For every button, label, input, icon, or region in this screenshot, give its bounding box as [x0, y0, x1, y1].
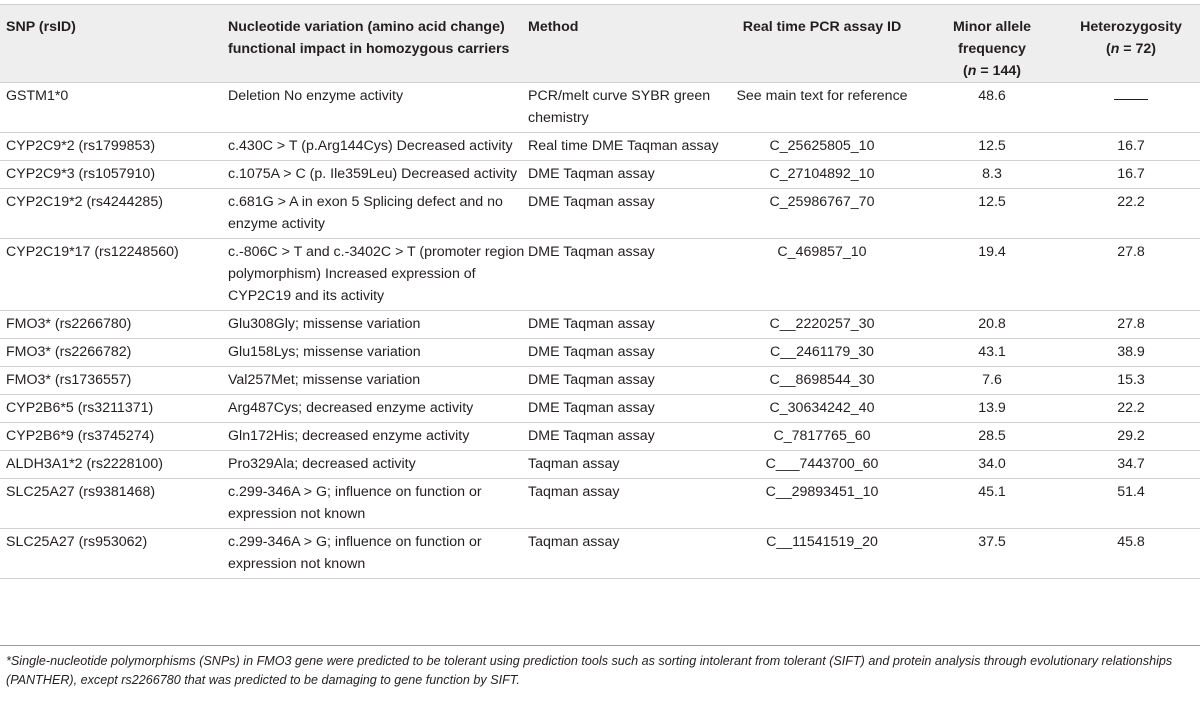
cell-het: 22.2: [1062, 189, 1200, 239]
snp-table: [0, 4, 1200, 579]
cell-method: Taqman assay: [528, 479, 722, 529]
cell-maf: 28.5: [922, 423, 1062, 451]
header-maf: Minor allele frequency (n = 144): [922, 5, 1062, 83]
cell-snp: FMO3* (rs2266782): [0, 339, 228, 367]
cell-method: DME Taqman assay: [528, 367, 722, 395]
header-het-n: n: [1110, 41, 1120, 57]
cell-maf: 19.4: [922, 239, 1062, 311]
table-row: [0, 83, 1200, 133]
cell-method: DME Taqman assay: [528, 339, 722, 367]
cell-assay: C_25986767_70: [722, 189, 922, 239]
cell-het: 15.3: [1062, 367, 1200, 395]
cell-variation: c.430C > T (p.Arg144Cys) Decreased activity: [228, 133, 528, 161]
cell-snp: CYP2B6*5 (rs3211371): [0, 395, 228, 423]
cell-snp: SLC25A27 (rs9381468): [0, 479, 228, 529]
table-row: [0, 339, 1200, 367]
table-footnote: *Single-nucleotide polymorphisms (SNPs) in FMO3 gene were predicted to be tolerant using prediction tools such as sorting intolerant from tolerant (SIFT) and protein analysis through evolutionary relationships (PANTHER), except rs2266780 that was predicted to be damaging to gene function by SIFT.: [6, 654, 1173, 687]
cell-method: DME Taqman assay: [528, 311, 722, 339]
cell-het: 22.2: [1062, 395, 1200, 423]
cell-assay: C__29893451_10: [722, 479, 922, 529]
table-row: [0, 133, 1200, 161]
cell-method: DME Taqman assay: [528, 161, 722, 189]
cell-variation: c.681G > A in exon 5 Splicing defect and no enzyme activity: [228, 189, 528, 239]
not-applicable-dash: [1114, 85, 1148, 100]
cell-assay: C__2220257_30: [722, 311, 922, 339]
cell-maf: 20.8: [922, 311, 1062, 339]
cell-maf: 12.5: [922, 133, 1062, 161]
cell-assay: C__8698544_30: [722, 367, 922, 395]
cell-variation: c.1075A > C (p. Ile359Leu) Decreased activity: [228, 161, 528, 189]
cell-assay: C__2461179_30: [722, 339, 922, 367]
cell-maf: 43.1: [922, 339, 1062, 367]
cell-snp: CYP2C19*2 (rs4244285): [0, 189, 228, 239]
table-row: [0, 367, 1200, 395]
header-maf-n: n: [967, 63, 977, 79]
cell-method: DME Taqman assay: [528, 423, 722, 451]
cell-het: 38.9: [1062, 339, 1200, 367]
cell-assay: C_7817765_60: [722, 423, 922, 451]
header-het-n-value: = 72): [1119, 41, 1157, 57]
cell-assay: C_469857_10: [722, 239, 922, 311]
header-row: [0, 5, 1200, 83]
table-row: [0, 189, 1200, 239]
header-variation: Nucleotide variation (amino acid change) functional impact in homozygous carriers: [228, 5, 528, 83]
cell-snp: FMO3* (rs2266780): [0, 311, 228, 339]
table-row: [0, 451, 1200, 479]
cell-assay: C_30634242_40: [722, 395, 922, 423]
cell-maf: 12.5: [922, 189, 1062, 239]
cell-maf: 7.6: [922, 367, 1062, 395]
cell-het: 51.4: [1062, 479, 1200, 529]
cell-variation: Val257Met; missense variation: [228, 367, 528, 395]
header-het: Heterozygosity (n = 72): [1062, 5, 1200, 83]
cell-het: 27.8: [1062, 311, 1200, 339]
header-maf-n-value: = 144): [976, 63, 1021, 79]
cell-het: 34.7: [1062, 451, 1200, 479]
cell-het: 16.7: [1062, 133, 1200, 161]
cell-method: DME Taqman assay: [528, 189, 722, 239]
cell-snp: SLC25A27 (rs953062): [0, 529, 228, 579]
cell-variation: c.-806C > T and c.-3402C > T (promoter region polymorphism) Increased expression of CYP2C19 and its activity: [228, 239, 528, 311]
cell-method: DME Taqman assay: [528, 395, 722, 423]
cell-method: Taqman assay: [528, 529, 722, 579]
cell-assay: C_25625805_10: [722, 133, 922, 161]
cell-het: 27.8: [1062, 239, 1200, 311]
header-method: Method: [528, 5, 722, 83]
cell-maf: 48.6: [922, 83, 1062, 133]
cell-assay: See main text for reference: [722, 83, 922, 133]
cell-snp: ALDH3A1*2 (rs2228100): [0, 451, 228, 479]
cell-snp: CYP2C19*17 (rs12248560): [0, 239, 228, 311]
footnote-divider: [0, 645, 1200, 646]
cell-variation: Pro329Ala; decreased activity: [228, 451, 528, 479]
table-row: [0, 479, 1200, 529]
cell-het: 45.8: [1062, 529, 1200, 579]
header-maf-line2: frequency: [958, 41, 1026, 57]
cell-snp: CYP2C9*3 (rs1057910): [0, 161, 228, 189]
cell-assay: C__11541519_20: [722, 529, 922, 579]
cell-method: PCR/melt curve SYBR green chemistry: [528, 83, 722, 133]
header-snp: SNP (rsID): [0, 5, 228, 83]
header-maf-line1: Minor allele: [952, 19, 1032, 35]
table-row: [0, 161, 1200, 189]
cell-assay: C___7443700_60: [722, 451, 922, 479]
cell-variation: Deletion No enzyme activity: [228, 83, 528, 133]
header-het-line1: Heterozygosity: [1080, 19, 1182, 35]
table-row: [0, 423, 1200, 451]
cell-method: Real time DME Taqman assay: [528, 133, 722, 161]
cell-maf: 34.0: [922, 451, 1062, 479]
table-row: [0, 395, 1200, 423]
cell-variation: Gln172His; decreased enzyme activity: [228, 423, 528, 451]
cell-method: DME Taqman assay: [528, 239, 722, 311]
cell-het: 16.7: [1062, 161, 1200, 189]
cell-maf: 13.9: [922, 395, 1062, 423]
cell-method: Taqman assay: [528, 451, 722, 479]
table-row: [0, 529, 1200, 579]
table-header: [0, 5, 1200, 83]
cell-variation: c.299-346A > G; influence on function or expression not known: [228, 479, 528, 529]
cell-variation: c.299-346A > G; influence on function or expression not known: [228, 529, 528, 579]
cell-het: [1062, 83, 1200, 133]
table-body: [0, 83, 1200, 579]
cell-variation: Glu158Lys; missense variation: [228, 339, 528, 367]
table-row: [0, 311, 1200, 339]
cell-assay: C_27104892_10: [722, 161, 922, 189]
cell-maf: 45.1: [922, 479, 1062, 529]
cell-maf: 37.5: [922, 529, 1062, 579]
header-assay: Real time PCR assay ID: [722, 5, 922, 83]
cell-variation: Arg487Cys; decreased enzyme activity: [228, 395, 528, 423]
cell-snp: GSTM1*0: [0, 83, 228, 133]
table-row: [0, 239, 1200, 311]
cell-snp: CYP2C9*2 (rs1799853): [0, 133, 228, 161]
cell-variation: Glu308Gly; missense variation: [228, 311, 528, 339]
cell-het: 29.2: [1062, 423, 1200, 451]
cell-snp: FMO3* (rs1736557): [0, 367, 228, 395]
cell-maf: 8.3: [922, 161, 1062, 189]
cell-snp: CYP2B6*9 (rs3745274): [0, 423, 228, 451]
